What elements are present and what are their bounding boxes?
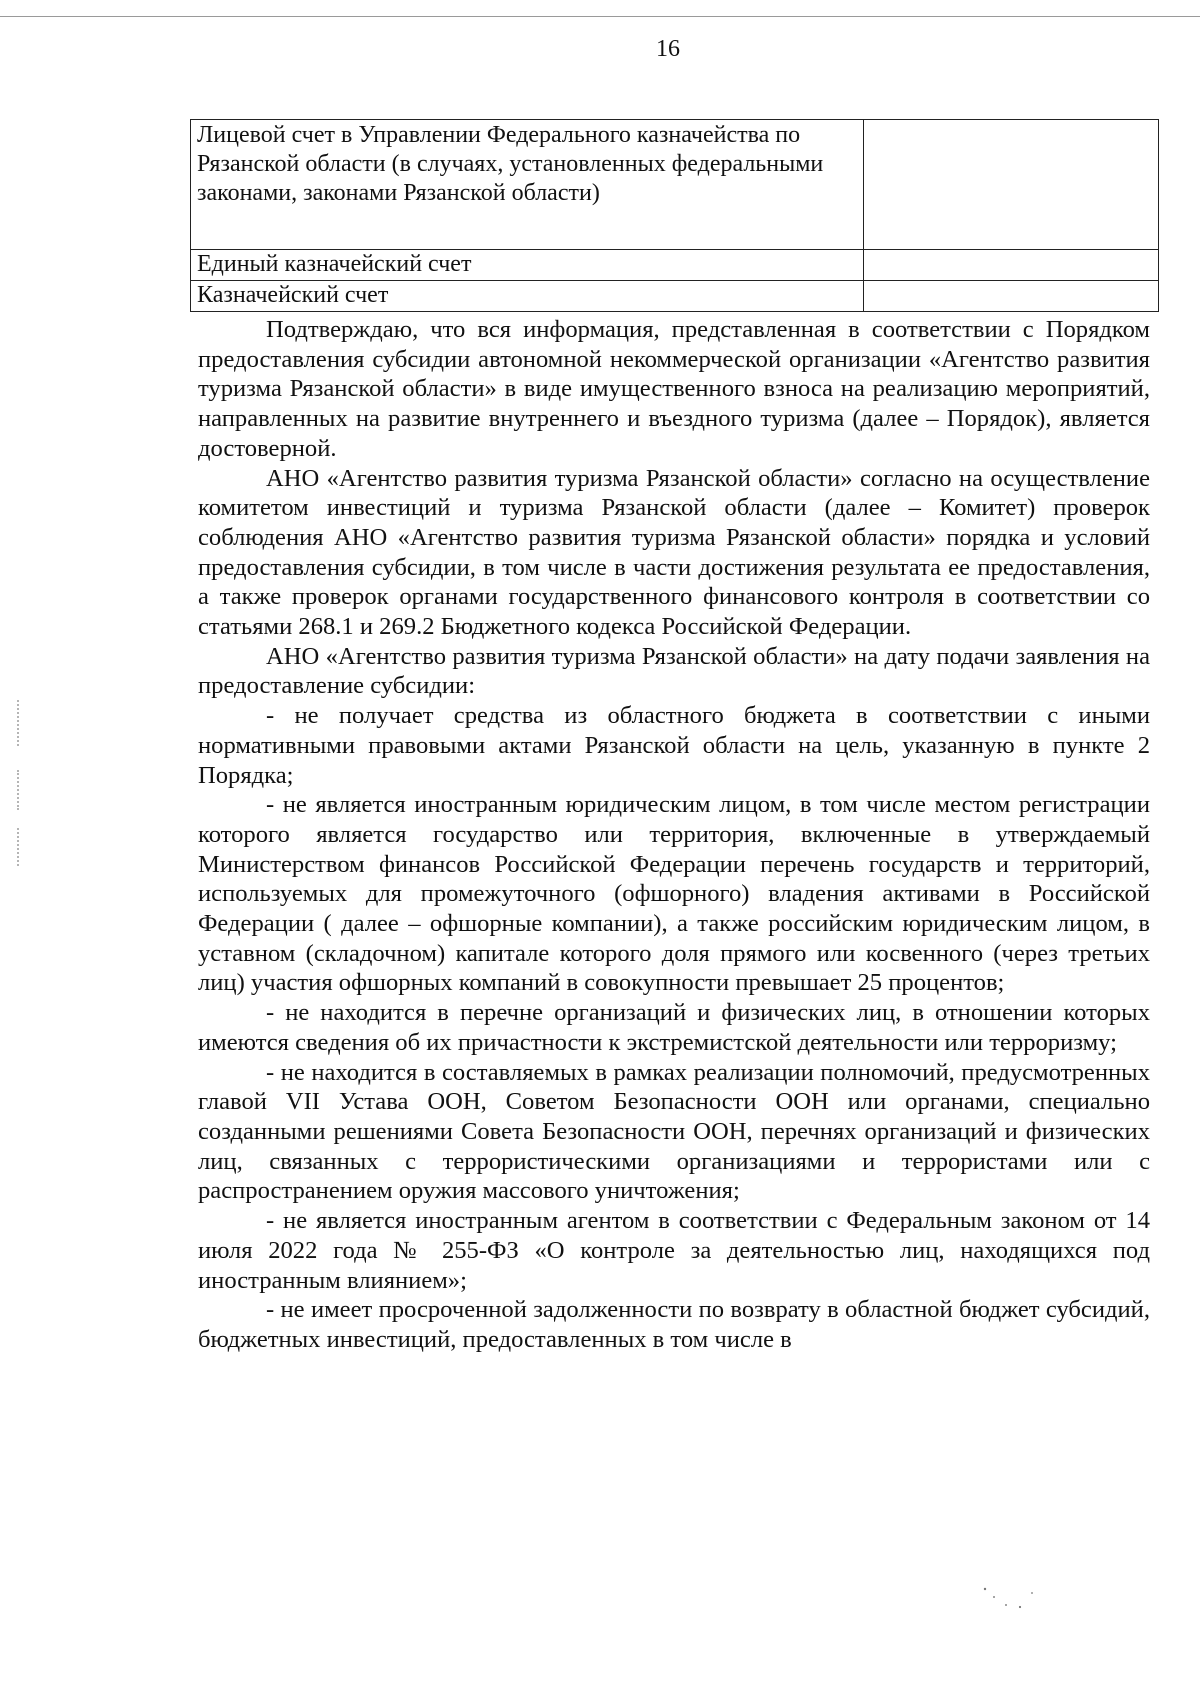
requisites-table [190, 119, 1159, 312]
list-item: - не является иностранным агентом в соответствии с Федеральным законом от 14 июля 2022 года № 255-ФЗ «О контроле за деятельностью лиц, находящихся под иностранным влиянием»; [198, 1207, 1150, 1294]
page-number: 16 [656, 36, 680, 62]
paragraph-status-intro: АНО «Агентство развития туризма Рязанской области» на дату подачи заявления на предоставление субсидии: [198, 642, 1150, 700]
list-item: - не имеет просроченной задолженности по возврату в областной бюджет субсидий, бюджетных инвестиций, предоставленных в том числе в [198, 1296, 1150, 1353]
paragraph-consent: АНО «Агентство развития туризма Рязанской области» согласно на осуществление комитетом инвестиций и туризма Рязанской области (далее – Комитет) проверок соблюдения АНО «Агентство развития туризма Рязанской области» порядка и условий предоставления субсидии, в том числе в части достижения результата ее предоставления, а также проверок органами государственного финансового контроля в соответствии со статьями 268.1 и 269.2 Бюджетного кодекса Российской Федерации. [198, 464, 1150, 641]
table-row [191, 281, 1159, 312]
list-item: - не находится в перечне организаций и физических лиц, в отношении которых имеются сведения об их причастности к экстремистской деятельности или терроризму; [198, 999, 1150, 1056]
table-row [191, 120, 1159, 250]
table-cell-value [864, 281, 1159, 312]
list-item: - не находится в составляемых в рамках реализации полномочий, предусмотренных главой VII Устава ООН, Советом Безопасности ООН или органами, специально созданными решениями Совета Безопасности ООН, перечнях организаций и физических лиц, связанных с террористическими организациями и террористами или с распространением оружия массового уничтожения; [198, 1058, 1150, 1205]
table-cell-label: Единый казначейский счет [191, 250, 864, 281]
paragraph-confirmation: Подтверждаю, что вся информация, представленная в соответствии с Порядком предоставления субсидии автономной некоммерческой организации «Агентство развития туризма Рязанской области» в виде имущественного взноса на реализацию мероприятий, направленных на развитие внутреннего и въездного туризма (далее – Порядок), является достоверной. [198, 316, 1150, 462]
scan-margin-mark [17, 770, 21, 810]
table-row [191, 250, 1159, 281]
list-item: - не является иностранным юридическим лицом, в том числе местом регистрации которого является государство или территория, включенные в утверждаемый Министерством финансов Российской Федерации перечень государств и территорий, используемых для промежуточного (офшорного) владения активами в Российской Федерации ( далее – офшорные компании), а также российским юридическим лицом, в уставном (складочном) капитале которого доля прямого или косвенного (через третьих лиц) участия офшорных компаний в совокупности превышает 25 процентов; [198, 791, 1150, 997]
scan-margin-mark [17, 700, 21, 746]
table-cell-value [864, 250, 1159, 281]
table-cell-value [864, 120, 1159, 250]
scan-specks [980, 1585, 1040, 1615]
document-body [198, 315, 1150, 1355]
scan-edge-line [0, 16, 1200, 17]
table-cell-label: Казначейский счет [191, 281, 864, 312]
scan-margin-mark [17, 828, 21, 866]
list-item: - не получает средства из областного бюджета в соответствии с иными нормативными правовыми актами Рязанской области на цель, указанную в пункте 2 Порядка; [198, 702, 1150, 789]
table-cell-label: Лицевой счет в Управлении Федерального казначейства по Рязанской области (в случаях, установленных федеральными законами, законами Рязанской области) [191, 120, 864, 250]
